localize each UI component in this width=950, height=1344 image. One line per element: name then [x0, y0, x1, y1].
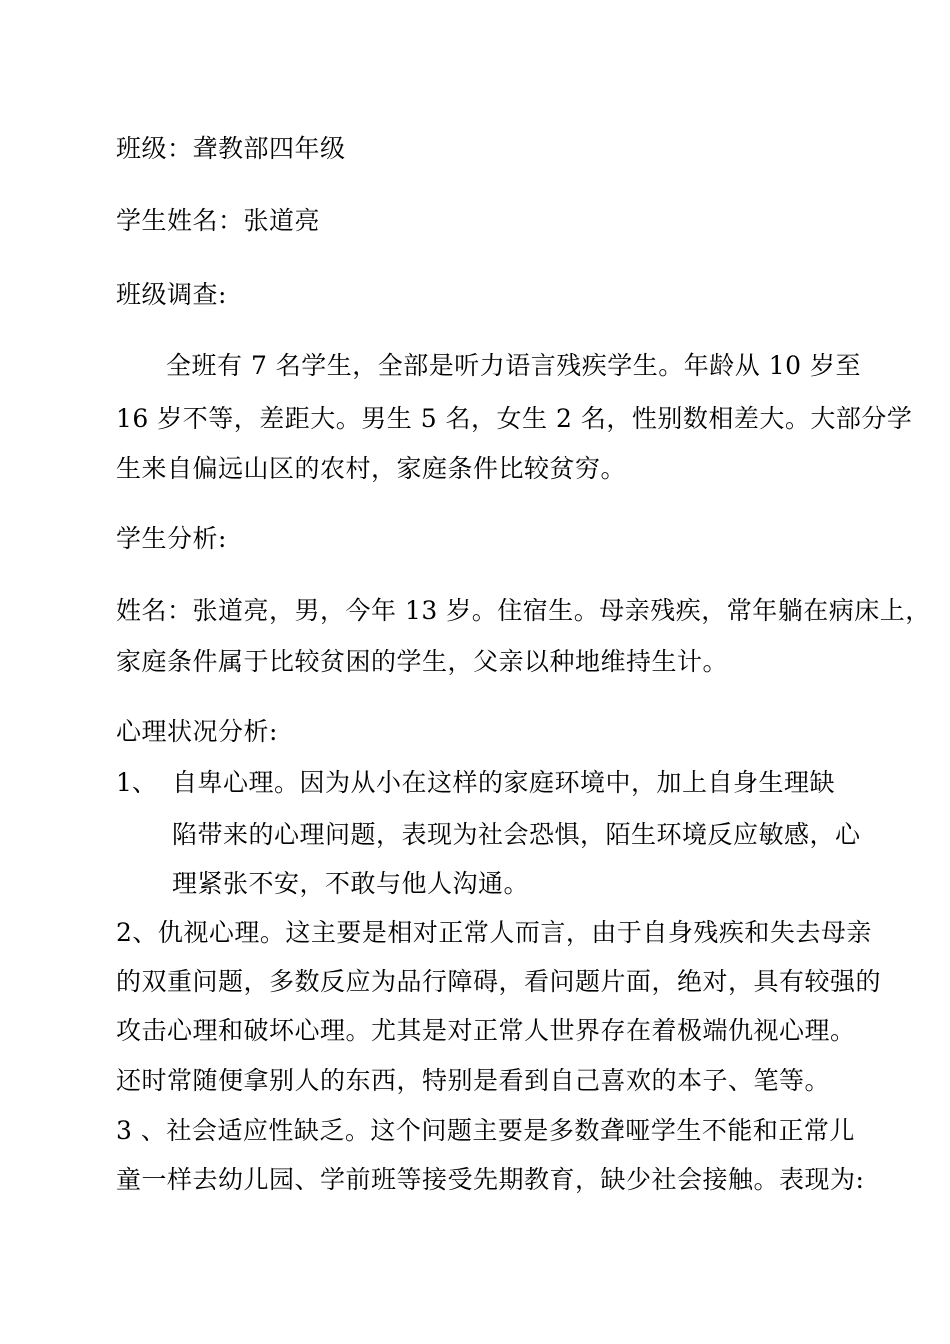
- item-1-line-1: 自卑心理。因为从小在这样的家庭环境中，加上自身生理缺: [172, 768, 836, 797]
- item-2-line-1: 2、仇视心理。这主要是相对正常人而言，由于自身残疾和失去母亲: [116, 918, 872, 947]
- student-name-line: 学生姓名：张道亮: [116, 206, 321, 235]
- item-1-number: 1、: [116, 768, 157, 797]
- item-1-line-3: 理紧张不安，不敢与他人沟通。: [172, 869, 530, 898]
- class-survey-line-2: 16 岁不等，差距大。男生 5 名，女生 2 名，性别数相差大。大部分学: [116, 404, 913, 433]
- item-2-line-4: 还时常随便拿别人的东西，特别是看到自己喜欢的本子、笔等。: [116, 1066, 831, 1095]
- item-3-line-1: 3 、社会适应性缺乏。这个问题主要是多数聋哑学生不能和正常儿: [116, 1116, 855, 1145]
- class-survey-heading: 班级调查:: [116, 280, 227, 309]
- student-analysis-line-2: 家庭条件属于比较贫困的学生，父亲以种地维持生计。: [116, 647, 729, 676]
- psych-analysis-heading: 心理状况分析:: [116, 717, 278, 746]
- student-analysis-line-1: 姓名：张道亮，男，今年 13 岁。住宿生。母亲残疾，常年躺在病床上，: [116, 596, 931, 625]
- class-line: 班级：聋教部四年级: [116, 134, 346, 163]
- class-survey-line-3: 生来自偏远山区的农村，家庭条件比较贫穷。: [116, 454, 627, 483]
- item-2-line-2: 的双重问题，多数反应为品行障碍，看问题片面，绝对，具有较强的: [116, 967, 882, 996]
- class-survey-line-1: 全班有 7 名学生，全部是听力语言残疾学生。年龄从 10 岁至: [166, 351, 862, 380]
- item-1-line-2: 陷带来的心理问题，表现为社会恐惧，陌生环境反应敏感，心: [172, 820, 861, 849]
- item-3-line-2: 童一样去幼儿园、学前班等接受先期教育，缺少社会接触。表现为:: [116, 1165, 865, 1194]
- student-analysis-heading: 学生分析:: [116, 524, 227, 553]
- item-2-line-3: 攻击心理和破坏心理。尤其是对正常人世界存在着极端仇视心理。: [116, 1016, 856, 1045]
